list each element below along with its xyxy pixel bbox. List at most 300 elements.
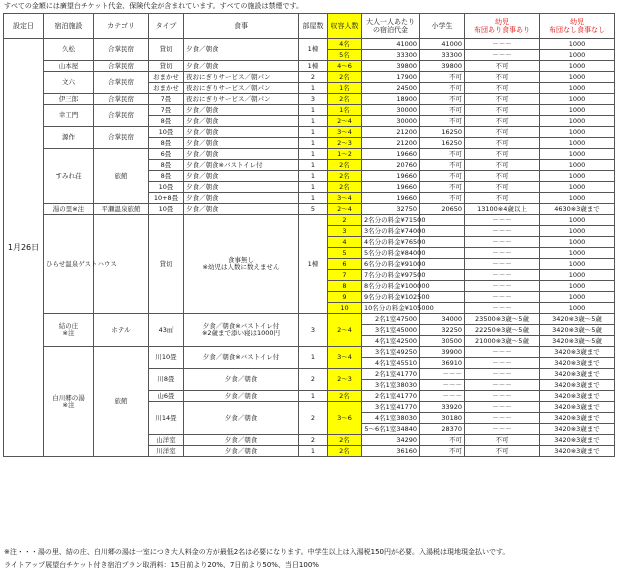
cell-text: 食事無し xyxy=(228,256,254,264)
cell-rooms: 1 xyxy=(299,116,328,127)
cell-capacity: 2～4 xyxy=(328,314,362,347)
accommodation-price-table xyxy=(3,13,615,457)
cell-adult-price: 7名分の料金¥97500 xyxy=(362,270,420,281)
cell-category: 旅館 xyxy=(94,149,149,204)
cell-capacity: 2名 xyxy=(328,435,362,446)
cell-capacity: 2名 xyxy=(328,72,362,83)
cell-child-price: 不可 xyxy=(420,105,465,116)
cell-adult-price: 32750 xyxy=(362,204,420,215)
cell-adult-price: 3名1室41770 xyxy=(362,402,420,413)
cell-infant-with-bedding: －－－ xyxy=(465,50,540,61)
cell-rooms: 5 xyxy=(299,204,328,215)
cell-capacity: 1名 xyxy=(328,83,362,94)
cell-infant-with-bedding: 23500※3歳～5歳 xyxy=(465,314,540,325)
cell-rooms: 1 xyxy=(299,182,328,193)
cell-infant-with-bedding: 21000※3歳～5歳 xyxy=(465,336,540,347)
cell-infant-with-bedding: 不可 xyxy=(465,116,540,127)
cell-infant-with-bedding: －－－ xyxy=(465,380,540,391)
cell-infant-no-bedding: 1000 xyxy=(540,292,615,303)
cell-capacity: 3～4 xyxy=(328,193,362,204)
cell-capacity: 2～3 xyxy=(328,138,362,149)
cell-meal: 夕食／朝食 xyxy=(184,39,299,61)
cell-child-price: 41000 xyxy=(420,39,465,50)
cell-rooms: 1 xyxy=(299,149,328,160)
cell-meal: 夕食／朝食 xyxy=(184,391,299,402)
cell-child-price: 不可 xyxy=(420,149,465,160)
cell-child-price: 33920 xyxy=(420,402,465,413)
cell-infant-no-bedding: 3420※3歳まで xyxy=(540,435,615,446)
cell-infant-no-bedding: 1000 xyxy=(540,193,615,204)
cell-adult-price: 9名分の料金¥102500 xyxy=(362,292,420,303)
cell-category: 旅館 xyxy=(94,347,149,457)
cell-capacity: 2名 xyxy=(328,171,362,182)
cell-meal: 夕食／朝食 xyxy=(184,116,299,127)
cell-date: 1月26日 xyxy=(4,39,44,457)
cell-type: 山洋室 xyxy=(149,435,184,446)
cell-adult-price: 3名分の料金¥74000 xyxy=(362,226,420,237)
cell-meal: 夕食／朝食 xyxy=(184,435,299,446)
cell-infant-no-bedding: 1000 xyxy=(540,105,615,116)
cell-capacity: 2名 xyxy=(328,94,362,105)
cell-adult-price: 10名分の料金¥105000 xyxy=(362,303,420,314)
cell-child-price: 不可 xyxy=(420,116,465,127)
cell-infant-with-bedding: －－－ xyxy=(465,226,540,237)
cell-type: 10畳 xyxy=(149,204,184,215)
cell-capacity: 1名 xyxy=(328,105,362,116)
cell-capacity: 2名 xyxy=(328,446,362,457)
cell-infant-no-bedding: 3420※3歳まで xyxy=(540,358,615,369)
cell-type: 貸切 xyxy=(149,215,184,314)
table-row xyxy=(4,105,615,116)
cell-adult-price: 3名1室38030 xyxy=(362,380,420,391)
cell-child-price: 28370 xyxy=(420,424,465,435)
cell-infant-with-bedding: 13100※4歳以上 xyxy=(465,204,540,215)
cell-child-price: 20650 xyxy=(420,204,465,215)
cell-infant-with-bedding: 不可 xyxy=(465,138,540,149)
cell-type: 8畳 xyxy=(149,138,184,149)
cell-category: 合掌民宿 xyxy=(94,105,149,127)
cell-adult-price: 3名1室49250 xyxy=(362,347,420,358)
cell-meal: 夜おにぎりサービス／朝パン xyxy=(184,83,299,94)
cell-child-price: 不可 xyxy=(420,94,465,105)
cell-category: 合掌民宿 xyxy=(94,72,149,94)
cell-infant-no-bedding: 1000 xyxy=(540,215,615,226)
cell-meal: 夕食／朝食 xyxy=(184,369,299,391)
cell-child-price: 30180 xyxy=(420,413,465,424)
table-row xyxy=(4,94,615,105)
cell-child-price: 34000 xyxy=(420,314,465,325)
cell-infant-no-bedding: 3420※3歳まで xyxy=(540,380,615,391)
cell-infant-no-bedding: 1000 xyxy=(540,182,615,193)
cell-capacity: 5名 xyxy=(328,50,362,61)
cell-infant-with-bedding: 不可 xyxy=(465,94,540,105)
col-header-type: タイプ xyxy=(149,14,184,39)
col-header-infant-with-bedding xyxy=(465,14,540,39)
cell-rooms: 1 xyxy=(299,171,328,182)
cell-meal: 夜おにぎりサービス／朝パン xyxy=(184,94,299,105)
cell-adult-price: 8名分の料金¥100000 xyxy=(362,281,420,292)
cell-infant-no-bedding: 1000 xyxy=(540,127,615,138)
cell-adult-price: 24500 xyxy=(362,83,420,94)
cell-infant-with-bedding: 不可 xyxy=(465,160,540,171)
cell-capacity: 10 xyxy=(328,303,362,314)
cell-rooms: 1 xyxy=(299,446,328,457)
cell-infant-no-bedding: 1000 xyxy=(540,83,615,94)
cell-adult-price: 21200 xyxy=(362,127,420,138)
cell-category: 合掌民宿 xyxy=(94,61,149,72)
cell-infant-no-bedding: 1000 xyxy=(540,281,615,292)
cell-child-price xyxy=(420,226,465,237)
cell-child-price: 不可 xyxy=(420,171,465,182)
col-header-category: カテゴリ xyxy=(94,14,149,39)
cell-text: 夕食／朝食※バストイレ付 xyxy=(202,322,280,330)
cell-infant-no-bedding: 1000 xyxy=(540,39,615,50)
cell-infant-with-bedding: －－－ xyxy=(465,358,540,369)
col-header-child-price: 小学生 xyxy=(420,14,465,39)
cell-adult-price: 2名1室47500 xyxy=(362,314,420,325)
cell-rooms: 1 xyxy=(299,347,328,369)
cell-type: 10畳 xyxy=(149,127,184,138)
cell-infant-with-bedding: 不可 xyxy=(465,435,540,446)
cell-adult-price: 4名分の料金¥76500 xyxy=(362,237,420,248)
cell-adult-price: 2名1室41770 xyxy=(362,369,420,380)
cell-meal: 夕食／朝食 xyxy=(184,138,299,149)
cell-child-price: 不可 xyxy=(420,72,465,83)
cell-capacity: 3 xyxy=(328,226,362,237)
cell-text: ※幼児は人数に数えません xyxy=(202,263,280,271)
table-row xyxy=(4,149,615,160)
cell-facility: 山本屋 xyxy=(44,61,94,72)
cell-facility: すみれ荘 xyxy=(44,149,94,204)
col-header-meal: 食事 xyxy=(184,14,299,39)
cell-infant-with-bedding: －－－ xyxy=(465,402,540,413)
cell-infant-with-bedding: －－－ xyxy=(465,347,540,358)
cell-text: 結の庄 xyxy=(58,322,79,330)
cell-child-price: －－－ xyxy=(420,391,465,402)
cell-infant-no-bedding: 1000 xyxy=(540,116,615,127)
cell-infant-no-bedding: 3420※3歳～5歳 xyxy=(540,336,615,347)
cell-capacity: 2～4 xyxy=(328,116,362,127)
cell-infant-with-bedding: 22250※3歳～5歳 xyxy=(465,325,540,336)
cell-infant-no-bedding: 3420※3歳まで xyxy=(540,347,615,358)
cell-type: 川10畳 xyxy=(149,347,184,369)
cell-type: 6畳 xyxy=(149,149,184,160)
cell-facility: 湯の里※注 xyxy=(44,204,94,215)
cell-facility: 久松 xyxy=(44,39,94,61)
cell-infant-no-bedding: 1000 xyxy=(540,61,615,72)
cell-infant-no-bedding: 1000 xyxy=(540,226,615,237)
cell-capacity: 1～2 xyxy=(328,149,362,160)
cell-capacity: 2～4 xyxy=(328,204,362,215)
cell-infant-no-bedding: 1000 xyxy=(540,50,615,61)
cell-adult-price: 30000 xyxy=(362,105,420,116)
cell-category: ホテル xyxy=(94,314,149,347)
cell-rooms: 1 xyxy=(299,193,328,204)
cell-child-price: 不可 xyxy=(420,182,465,193)
cell-rooms: 1 xyxy=(299,105,328,116)
cell-rooms: 1 xyxy=(299,127,328,138)
cell-child-price: 33300 xyxy=(420,50,465,61)
cell-type: 8畳 xyxy=(149,160,184,171)
cell-facility xyxy=(44,347,94,457)
cell-facility: ひらせ温泉ゲストハウス xyxy=(44,215,94,314)
cell-child-price: 36910 xyxy=(420,358,465,369)
cell-meal: 夕食／朝食 xyxy=(184,127,299,138)
cell-capacity: 2名 xyxy=(328,182,362,193)
cell-capacity: 8 xyxy=(328,281,362,292)
cell-meal: 夕食／朝食 xyxy=(184,149,299,160)
cell-meal xyxy=(184,314,299,347)
cell-child-price: 不可 xyxy=(420,435,465,446)
col-header-rooms: 部屋数 xyxy=(299,14,328,39)
cell-meal: 夕食／朝食※バストイレ付 xyxy=(184,347,299,369)
cell-infant-no-bedding: 1000 xyxy=(540,259,615,270)
cell-child-price: 不可 xyxy=(420,160,465,171)
cell-infant-with-bedding: －－－ xyxy=(465,270,540,281)
cell-infant-no-bedding: 3420※3歳まで xyxy=(540,402,615,413)
cell-infant-with-bedding: －－－ xyxy=(465,259,540,270)
cell-capacity: 2 xyxy=(328,215,362,226)
table-row xyxy=(4,61,615,72)
cell-rooms: 3 xyxy=(299,94,328,105)
cell-infant-no-bedding: 3420※3歳まで xyxy=(540,369,615,380)
cell-infant-no-bedding: 3420※3歳～5歳 xyxy=(540,314,615,325)
cell-rooms: 3 xyxy=(299,314,328,347)
cell-adult-price: 18900 xyxy=(362,94,420,105)
cell-meal: 夕食／朝食※バストイレ付 xyxy=(184,160,299,171)
cell-meal: 夕食／朝食 xyxy=(184,61,299,72)
cell-adult-price: 4名1室45510 xyxy=(362,358,420,369)
cell-type: 貸切 xyxy=(149,61,184,72)
cell-child-price: 不可 xyxy=(420,193,465,204)
cell-type: 7畳 xyxy=(149,105,184,116)
cell-rooms: 1 xyxy=(299,160,328,171)
cell-capacity: 3～4 xyxy=(328,127,362,138)
cell-category: 合掌民宿 xyxy=(94,94,149,105)
cell-adult-price: 19660 xyxy=(362,182,420,193)
cell-infant-no-bedding: 1000 xyxy=(540,303,615,314)
cell-meal: 夕食／朝食 xyxy=(184,171,299,182)
cell-meal: 夕食／朝食 xyxy=(184,446,299,457)
col-header-adult-price: 大人一人あたりの宿泊代金 xyxy=(362,14,420,39)
cell-type: 川14畳 xyxy=(149,402,184,435)
cell-type: おまかせ xyxy=(149,83,184,94)
cell-adult-price: 19660 xyxy=(362,149,420,160)
cell-adult-price: 4名1室42500 xyxy=(362,336,420,347)
cell-capacity: 2～3 xyxy=(328,369,362,391)
cell-child-price xyxy=(420,237,465,248)
cell-adult-price: 3名1室45000 xyxy=(362,325,420,336)
cell-rooms: 2 xyxy=(299,402,328,435)
cell-capacity: 6 xyxy=(328,259,362,270)
cell-child-price xyxy=(420,259,465,270)
cell-infant-no-bedding: 1000 xyxy=(540,171,615,182)
cell-infant-no-bedding: 1000 xyxy=(540,94,615,105)
cell-child-price: 16250 xyxy=(420,127,465,138)
cell-infant-with-bedding: －－－ xyxy=(465,303,540,314)
cell-capacity: 4 xyxy=(328,237,362,248)
cell-infant-no-bedding: 3420※3歳～5歳 xyxy=(540,325,615,336)
cell-capacity: 9 xyxy=(328,292,362,303)
cell-rooms: 2 xyxy=(299,72,328,83)
cell-infant-no-bedding: 1000 xyxy=(540,138,615,149)
cell-rooms: 1 xyxy=(299,138,328,149)
cell-adult-price: 17900 xyxy=(362,72,420,83)
cell-adult-price: 34290 xyxy=(362,435,420,446)
cell-type: 10畳 xyxy=(149,182,184,193)
cell-type: 川8畳 xyxy=(149,369,184,391)
cell-capacity: 2名 xyxy=(328,160,362,171)
cell-infant-no-bedding: 1000 xyxy=(540,270,615,281)
infant2-title: 幼児 xyxy=(570,18,584,26)
cell-infant-no-bedding: 3420※3歳まで xyxy=(540,391,615,402)
cell-type: 8畳 xyxy=(149,116,184,127)
cell-type: 8畳 xyxy=(149,171,184,182)
cell-infant-with-bedding: －－－ xyxy=(465,391,540,402)
cell-infant-no-bedding: 1000 xyxy=(540,72,615,83)
cell-adult-price: 5名分の料金¥84000 xyxy=(362,248,420,259)
cell-adult-price: 2名分の料金¥71500 xyxy=(362,215,420,226)
cell-rooms: 1 xyxy=(299,83,328,94)
cell-meal: 夕食／朝食 xyxy=(184,204,299,215)
cell-infant-no-bedding: 3420※3歳まで xyxy=(540,413,615,424)
cell-infant-with-bedding: 不可 xyxy=(465,149,540,160)
col-header-facility: 宿泊施設 xyxy=(44,14,94,39)
cell-type: おまかせ xyxy=(149,72,184,83)
cell-child-price xyxy=(420,215,465,226)
cell-adult-price: 5～6名1室34840 xyxy=(362,424,420,435)
intro-note: すべての金額には廣望台チケット代金、保険代金が含まれています。すべての施設は禁煙です。 xyxy=(4,2,303,10)
cell-infant-with-bedding: －－－ xyxy=(465,292,540,303)
cell-meal: 夕食／朝食 xyxy=(184,193,299,204)
cell-rooms: 2 xyxy=(299,435,328,446)
cell-child-price: －－－ xyxy=(420,369,465,380)
col-header-infant-no-bedding xyxy=(540,14,615,39)
cell-adult-price: 36160 xyxy=(362,446,420,457)
cell-infant-no-bedding: 1000 xyxy=(540,149,615,160)
footnote-cancellation: ライトアップ展望台チケット付き宿泊プラン取消料：15日前より20%、7日前より50%、当日100% xyxy=(4,561,319,569)
infant2-sub: 布団なし食事なし xyxy=(549,26,605,34)
cell-infant-with-bedding: 不可 xyxy=(465,61,540,72)
cell-text: ※2歳まで添い寝は1000円 xyxy=(201,329,281,337)
cell-infant-no-bedding: 1000 xyxy=(540,248,615,259)
cell-text: ※注 xyxy=(62,329,75,337)
cell-infant-no-bedding: 3420※3歳まで xyxy=(540,446,615,457)
cell-meal: 夕食／朝食 xyxy=(184,402,299,435)
col-header-date: 設定日 xyxy=(4,14,44,39)
cell-capacity: 3～6 xyxy=(328,402,362,435)
cell-meal: 夜おにぎりサービス／朝パン xyxy=(184,72,299,83)
cell-infant-no-bedding: 1000 xyxy=(540,160,615,171)
cell-facility: 幸工門 xyxy=(44,105,94,127)
table-row xyxy=(4,72,615,83)
cell-child-price: 39800 xyxy=(420,61,465,72)
cell-child-price: 30500 xyxy=(420,336,465,347)
table-row xyxy=(4,204,615,215)
cell-meal: 夕食／朝食 xyxy=(184,182,299,193)
cell-infant-no-bedding: 4630※3歳まで xyxy=(540,204,615,215)
cell-category: 合掌民宿 xyxy=(94,127,149,149)
infant1-sub: 布団あり食事あり xyxy=(474,26,530,34)
cell-child-price: 32250 xyxy=(420,325,465,336)
cell-adult-price: 39800 xyxy=(362,61,420,72)
cell-infant-no-bedding: 1000 xyxy=(540,237,615,248)
cell-category: 合掌民宿 xyxy=(94,39,149,61)
cell-infant-with-bedding: 不可 xyxy=(465,72,540,83)
cell-rooms: 1棟 xyxy=(299,61,328,72)
cell-rooms: 1 xyxy=(299,391,328,402)
cell-infant-with-bedding: －－－ xyxy=(465,39,540,50)
cell-adult-price: 21200 xyxy=(362,138,420,149)
cell-capacity: 2名 xyxy=(328,391,362,402)
cell-child-price: 39900 xyxy=(420,347,465,358)
cell-type: 7畳 xyxy=(149,94,184,105)
cell-type: 10+8畳 xyxy=(149,193,184,204)
cell-type: 川洋室 xyxy=(149,446,184,457)
cell-facility: 伊三郎 xyxy=(44,94,94,105)
cell-infant-with-bedding: －－－ xyxy=(465,281,540,292)
table-row xyxy=(4,314,615,325)
cell-adult-price: 4名1室38030 xyxy=(362,413,420,424)
cell-child-price: 16250 xyxy=(420,138,465,149)
cell-adult-price: 6名分の料金¥91000 xyxy=(362,259,420,270)
cell-facility: 文六 xyxy=(44,72,94,94)
cell-capacity: 7 xyxy=(328,270,362,281)
cell-infant-with-bedding: 不可 xyxy=(465,182,540,193)
cell-rooms: 2 xyxy=(299,369,328,391)
cell-infant-with-bedding: －－－ xyxy=(465,413,540,424)
cell-adult-price: 2名1室41770 xyxy=(362,391,420,402)
cell-child-price: 不可 xyxy=(420,446,465,457)
footnote-surcharge: ※注・・・湯の里、結の庄、白川郷の湯は一室につき大人料金の方が最低2名は必要になります。中学生以上は入湯税150円が必要。入湯税は現地現金払いです。 xyxy=(4,548,510,556)
cell-text: 白川郷の湯 xyxy=(52,393,85,402)
cell-adult-price: 19660 xyxy=(362,171,420,182)
cell-type: 山6畳 xyxy=(149,391,184,402)
cell-infant-with-bedding: 不可 xyxy=(465,171,540,182)
cell-facility xyxy=(44,314,94,347)
cell-infant-with-bedding: －－－ xyxy=(465,237,540,248)
cell-adult-price: 41000 xyxy=(362,39,420,50)
cell-child-price: －－－ xyxy=(420,380,465,391)
cell-infant-with-bedding: 不可 xyxy=(465,193,540,204)
cell-adult-price: 19660 xyxy=(362,193,420,204)
cell-facility: 源作 xyxy=(44,127,94,149)
table-row xyxy=(4,215,615,226)
cell-adult-price: 33300 xyxy=(362,50,420,61)
cell-adult-price: 30000 xyxy=(362,116,420,127)
infant1-title: 幼児 xyxy=(495,18,509,26)
cell-infant-with-bedding: －－－ xyxy=(465,369,540,380)
cell-capacity: 5 xyxy=(328,248,362,259)
cell-meal xyxy=(184,215,299,314)
cell-infant-with-bedding: 不可 xyxy=(465,446,540,457)
cell-child-price xyxy=(420,248,465,259)
cell-category: 平瀬温泉旅館 xyxy=(94,204,149,215)
cell-type: 貸切 xyxy=(149,39,184,61)
cell-infant-with-bedding: －－－ xyxy=(465,215,540,226)
cell-meal: 夕食／朝食 xyxy=(184,105,299,116)
table-row xyxy=(4,347,615,358)
cell-infant-with-bedding: 不可 xyxy=(465,83,540,94)
cell-text: ※注 xyxy=(62,400,75,409)
cell-child-price xyxy=(420,270,465,281)
col-header-capacity: 収容人数 xyxy=(328,14,362,39)
cell-capacity: 4～6 xyxy=(328,61,362,72)
cell-capacity: 3～4 xyxy=(328,347,362,369)
cell-infant-with-bedding: －－－ xyxy=(465,424,540,435)
cell-infant-with-bedding: 不可 xyxy=(465,127,540,138)
cell-capacity: 4名 xyxy=(328,39,362,50)
